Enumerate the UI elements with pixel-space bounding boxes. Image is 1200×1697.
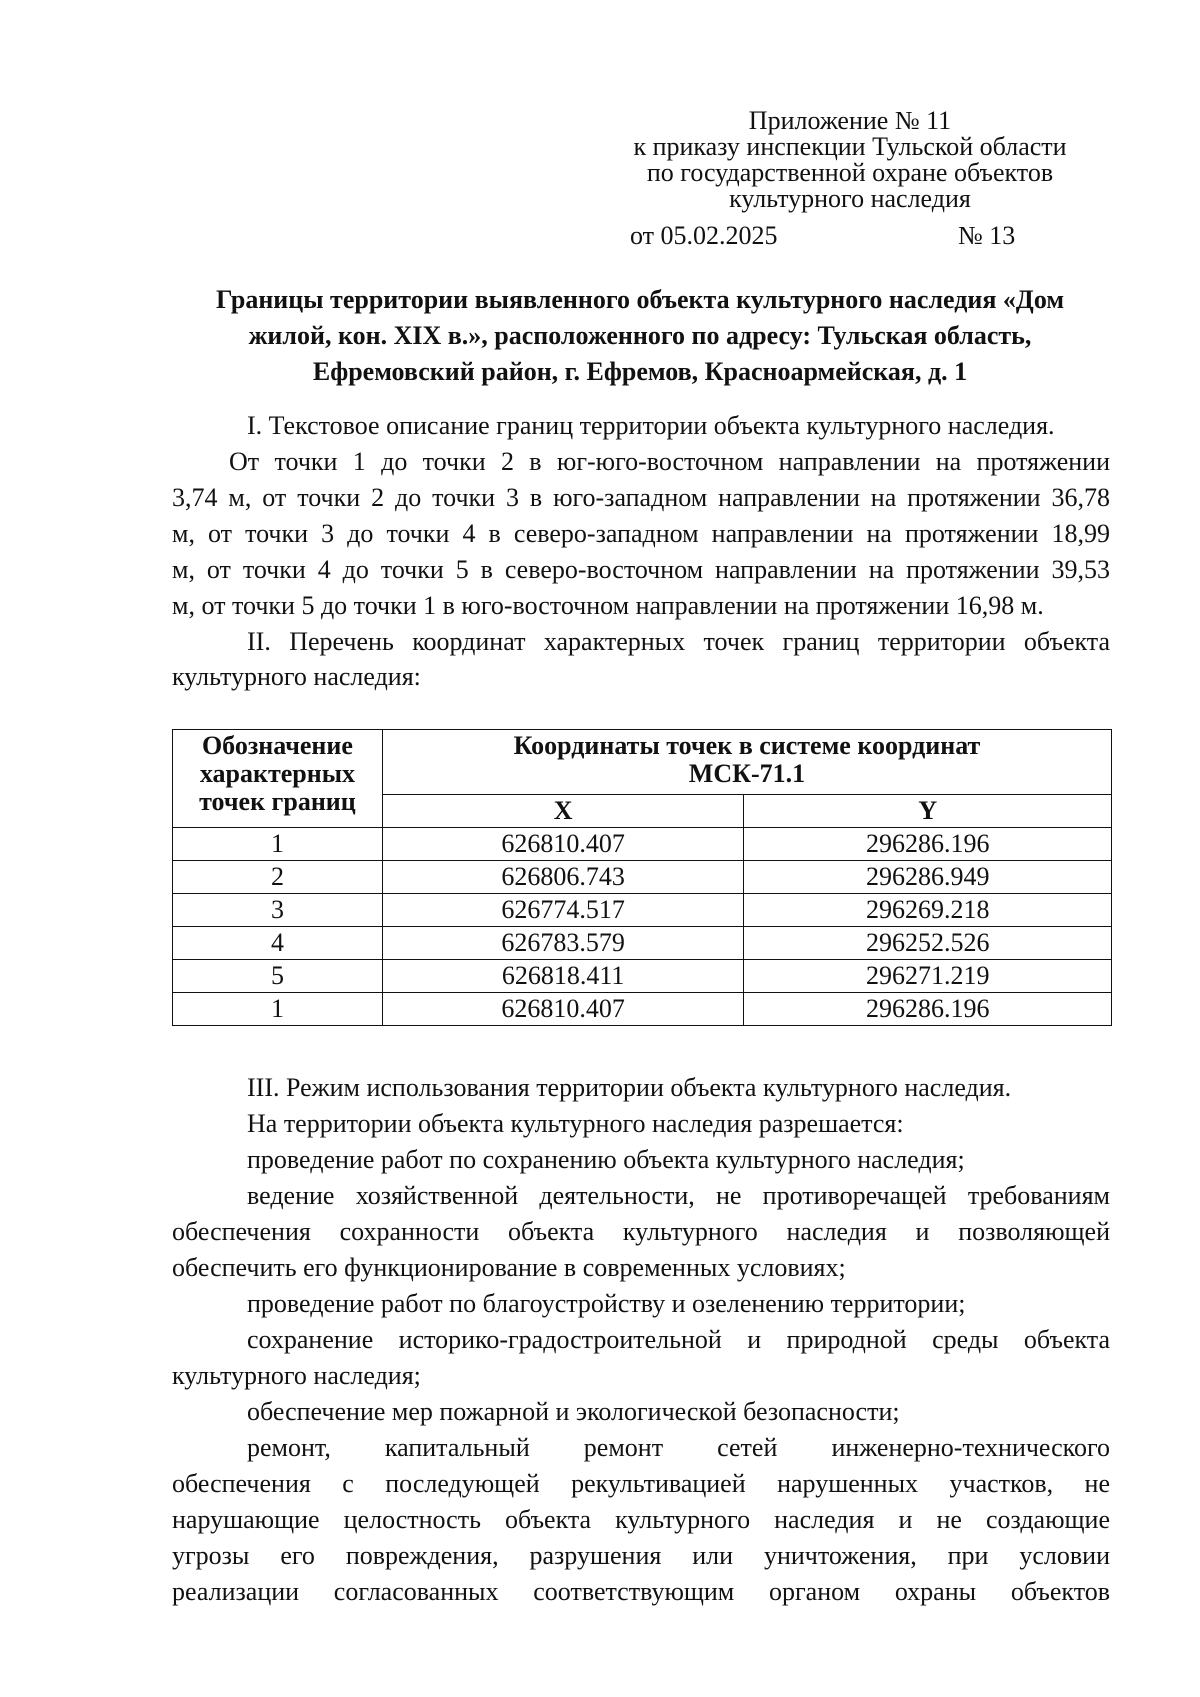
- paragraph-line: культурного наследия:: [172, 662, 421, 691]
- paragraph-line: м, от точки 5 до точки 1 в юго-восточном направлении на протяжении 16,98 м.: [172, 591, 1044, 620]
- allowed-item: сохранение историко-градостроительной и природной среды объекта: [247, 1325, 1110, 1354]
- y-cell: 296271.219: [744, 960, 1112, 993]
- allowed-item: ремонт, капитальный ремонт сетей инженерно-технического: [247, 1433, 1110, 1462]
- paragraph-line: угрозы его повреждения, разрушения или уничтожения, при условии: [172, 1541, 1110, 1570]
- coordinates-table: [172, 729, 1112, 1026]
- paragraph-line: обеспечения сохранности объекта культурного наследия и позволяющей: [172, 1217, 1110, 1246]
- header-line: характерных: [199, 759, 356, 788]
- table-row: [173, 993, 1112, 1026]
- y-cell: 296286.949: [744, 861, 1112, 894]
- section-1: [172, 408, 1110, 624]
- x-header: X: [382, 795, 744, 828]
- table-row: [173, 927, 1112, 960]
- paragraph-line: обеспечения с последующей рекультивацией нарушенных участков, не: [172, 1469, 1110, 1498]
- y-cell: 296286.196: [744, 828, 1112, 861]
- paragraph-line: обеспечить его функционирование в современных условиях;: [172, 1253, 846, 1282]
- section-3-heading: III. Режим использования территории объекта культурного наследия.: [247, 1073, 1012, 1102]
- point-designation-header: [173, 730, 383, 828]
- section-2-heading: II. Перечень координат характерных точек границ территории объекта: [247, 627, 1110, 656]
- x-cell: 626818.411: [382, 960, 744, 993]
- header-line: МСК-71.1: [688, 759, 806, 788]
- point-cell: 4: [173, 927, 383, 960]
- y-cell: 296269.218: [744, 894, 1112, 927]
- allowed-item: проведение работ по благоустройству и озеленению территории;: [247, 1289, 966, 1318]
- point-cell: 3: [173, 894, 383, 927]
- section-2: [172, 624, 1110, 694]
- appendix-authority: по государственной охране объектов: [646, 158, 1054, 187]
- allowed-item: обеспечение мер пожарной и экологической безопасности;: [247, 1397, 900, 1426]
- point-cell: 1: [173, 828, 383, 861]
- appendix-number: Приложение № 11: [748, 106, 952, 135]
- title-line: жилой, кон. XIX в.», расположенного по адресу: Тульская область,: [248, 321, 1032, 350]
- section-1-heading: I. Текстовое описание границ территории объекта культурного наследия.: [247, 411, 1055, 440]
- order-number: № 13: [958, 221, 1016, 250]
- document-title: [170, 282, 1110, 390]
- allowed-intro: На территории объекта культурного наследия разрешается:: [247, 1109, 904, 1138]
- paragraph-line: м, от точки 4 до точки 5 в северо-восточном направлении на протяжении 39,53: [172, 555, 1110, 584]
- title-line: Ефремовский район, г. Ефремов, Красноармейская, д. 1: [312, 357, 968, 386]
- x-cell: 626810.407: [382, 828, 744, 861]
- paragraph-line: нарушающие целостность объекта культурного наследия и не создающие: [172, 1505, 1110, 1534]
- paragraph-line: От точки 1 до точки 2 в юг-юго-восточном направлении на протяжении: [229, 447, 1110, 476]
- table-row: [173, 828, 1112, 861]
- paragraph-line: реализации согласованных соответствующим органом охраны объектов: [172, 1577, 1110, 1606]
- x-cell: 626806.743: [382, 861, 744, 894]
- table-header-row: [173, 730, 1112, 795]
- table-row: [173, 861, 1112, 894]
- header-line: Координаты точек в системе координат: [513, 731, 981, 760]
- y-cell: 296252.526: [744, 927, 1112, 960]
- allowed-item: проведение работ по сохранению объекта культурного наследия;: [247, 1145, 965, 1174]
- order-date: от 05.02.2025: [630, 221, 778, 250]
- header-line: Обозначение: [201, 731, 353, 760]
- point-cell: 5: [173, 960, 383, 993]
- table-row: [173, 894, 1112, 927]
- y-cell: 296286.196: [744, 993, 1112, 1026]
- point-cell: 1: [173, 993, 383, 1026]
- header-line: точек границ: [199, 787, 356, 816]
- appendix-header: [590, 108, 1110, 212]
- section-3: [172, 1070, 1110, 1610]
- x-cell: 626810.407: [382, 993, 744, 1026]
- appendix-order-ref: к приказу инспекции Тульской области: [633, 132, 1067, 161]
- paragraph-line: 3,74 м, от точки 2 до точки 3 в юго-западном направлении на протяжении 36,78: [172, 483, 1110, 512]
- x-cell: 626774.517: [382, 894, 744, 927]
- x-cell: 626783.579: [382, 927, 744, 960]
- appendix-subject: культурного наследия: [729, 184, 971, 213]
- title-line: Границы территории выявленного объекта культурного наследия «Дом: [215, 285, 1065, 314]
- y-header: Y: [744, 795, 1112, 828]
- paragraph-line: культурного наследия;: [172, 1361, 421, 1390]
- coordinates-header: [382, 730, 1111, 795]
- paragraph-line: м, от точки 3 до точки 4 в северо-западном направлении на протяжении 18,99: [172, 519, 1110, 548]
- table-row: [173, 960, 1112, 993]
- allowed-item: ведение хозяйственной деятельности, не противоречащей требованиям: [247, 1181, 1110, 1210]
- point-cell: 2: [173, 861, 383, 894]
